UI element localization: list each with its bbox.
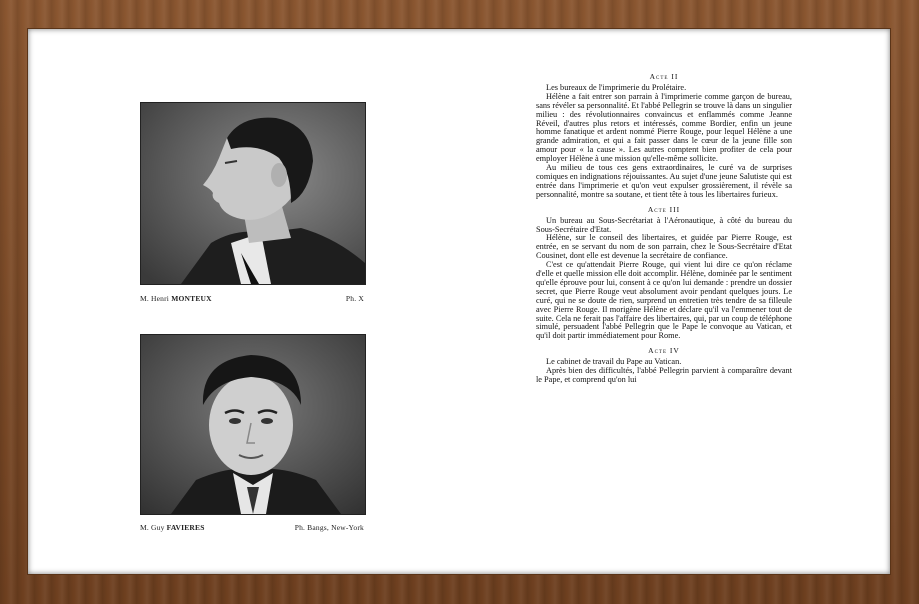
photo-credit: Ph. Bangs, New-York — [294, 523, 364, 532]
program-page — [28, 29, 890, 574]
act-paragraph: Au milieu de tous ces gens extraordinaires, le curé va de surprises comiques en indignations réjouissantes. Au sujet d'une jeune Salutiste qui est entrée dans l'imprimerie et qu'on veut expulser grossièrement, il révèle sa personnalité, montre sa soutane, et tient tête à tous les libertaires furieux. — [536, 163, 792, 199]
photo-credit: Ph. X — [345, 294, 364, 303]
act-paragraph: Le cabinet de travail du Pape au Vatican. — [546, 357, 682, 367]
portrait-caption-favieres — [140, 523, 364, 532]
portrait-name: M. Henri MONTEUX — [140, 294, 212, 303]
portrait-photo-monteux — [140, 102, 366, 285]
portrait-block-monteux — [140, 102, 366, 312]
act-paragraph: Après bien des difficultés, l'abbé Pellegrin parvient à comparaître devant le Pape, et comprend qu'on lui — [536, 366, 792, 384]
act-paragraph: Les bureaux de l'imprimerie du Prolétaire. — [546, 82, 687, 92]
portrait-block-favieres — [140, 334, 366, 534]
act-paragraph: Hélène, sur le conseil des libertaires, et guidée par Pierre Rouge, est entrée, en se servant du nom de son parrain, chez le Sous-Secrétaire d'Etat Cousinet, dont elle est devenue la secrétaire de confiance. — [536, 233, 792, 261]
act-title: Acte II — [649, 72, 679, 81]
portrait-caption-monteux — [140, 294, 364, 303]
act-paragraph: Un bureau au Sous-Secrétariat à l'Aéronautique, à côté du bureau du Sous-Secrétaire d'Etat. — [536, 215, 792, 234]
act-paragraph: Hélène a fait entrer son parrain à l'imprimerie comme garçon de bureau, sans révéler sa personnalité. Et l'abbé Pellegrin se trouve là dans un singulier milieu : des révolutionnaires convaincus et enflammés comme Jeanne Réveil, d'autres plus retors et intéressés, comme Bordier, enfin un jeune homme fanatique et ardent nommé Pierre Rouge, pour lequel Hélène a une grande admiration, et qui a fait passer dans le cœur de la jeune fille son amour pour « la cause ». Les autres comptent bien profiter de cela pour employer Hélène à une mission qu'elle-même sollicite. — [536, 91, 792, 164]
act-title: Acte III — [647, 204, 681, 214]
portrait-name: M. Guy FAVIERES — [140, 523, 205, 532]
synopsis-column — [536, 73, 792, 385]
act-section — [536, 206, 792, 342]
portrait-photo-favieres — [140, 334, 366, 515]
man-frontal-portrait-image — [141, 335, 365, 514]
act-title: Acte IV — [648, 346, 680, 356]
act-paragraph: C'est ce qu'attendait Pierre Rouge, qui vient lui dire ce qu'on réclame d'elle et quelle mission elle doit accomplir. Hélène, dominée par le sentiment qu'elle éprouve pour lui, consent à ce qu'on lui demande : prendre un dossier secret, que Pierre Rouge veut absolument avoir pendant quelques jours. Le curé, qui ne se doute de rien, surprend un entretien très tendre de sa filleule avec Pierre Rouge. Il morigène Hélène et déclare qu'il va l'emmener tout de suite. Cela ne ferait pas l'affaire des libertaires, qui, par un coup de téléphone simulé, persuadent l'abbé Pellegrin que le Pape le convoque au Vatican, et qu'il doit partir immédiatement pour Rome. — [536, 260, 792, 341]
act-section — [536, 347, 792, 385]
man-profile-portrait-image — [141, 103, 365, 284]
act-section — [536, 73, 792, 200]
